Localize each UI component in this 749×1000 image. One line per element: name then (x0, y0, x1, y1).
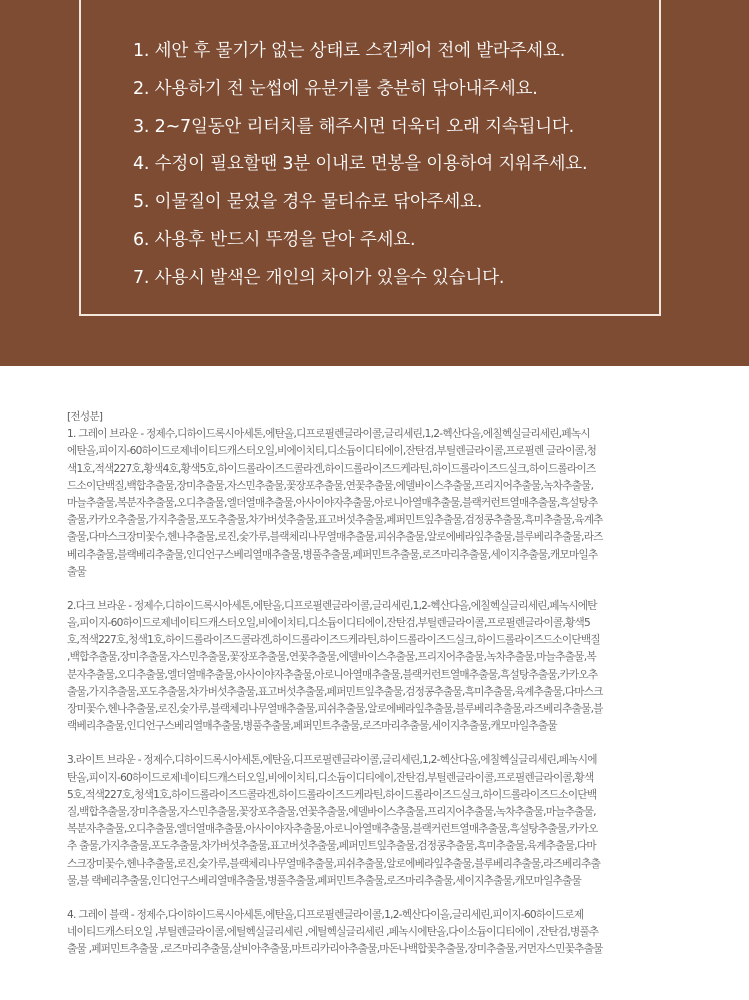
instruction-item: 4. 수정이 필요할땐 3분 이내로 면봉을 이용하여 지워주세요. (133, 154, 588, 175)
ingredients-title: [전성분] (67, 411, 103, 423)
ingredient-line: 탄올,피이지-60하이드로제네이티드캐스터오일,비에이치티,디소듐이디티에이,잔탄검,부틸렌글라이콜,프로필렌글라이콜,황색 (67, 771, 594, 784)
instructions-list (133, 33, 587, 298)
ingredient-line: 올,피이지-60하이드로제네이티드캐스터오일,비에이치티,디소듐이디티에이,잔탄검,부틸렌글라이콜,프로필렌글라이콜,황색5 (67, 617, 591, 630)
ingredient-line: 출물,가지추출물,포도추출물,차가버섯추출물,표고버섯추출물,페퍼민트잎추출물,검정콩추출물,흑미추출물,육계추출물,다마스크 (67, 685, 603, 698)
ingredients-section (67, 409, 689, 975)
ingredient-line: 출물 (67, 565, 86, 578)
instruction-item: 3. 2~7일동안 리터치를 해주시면 더욱더 오래 지속됩니다. (133, 116, 574, 137)
ingredient-line: 출물,다마스크장미꽃수,헨나추출물,로진,숯가루,블랙체리나무열매추출물,피쉬추출물,알로에베라잎추출물,블루베리추출물,라즈 (67, 531, 603, 544)
instruction-item: 5. 이물질이 묻었을 경우 물티슈로 닦아주세요. (133, 192, 483, 213)
ingredient-line: 2.다크 브라운 - 정제수,디하이드록시아세톤,에탄올,디프로필렌글라이콜,글리세린,1,2-헥산다올,에칠헥실글리세린,페녹시에탄 (67, 599, 597, 612)
ingredient-line: 질,백합추출물,장미추출물,자스민추출물,꽃장포추출물,연꽃추출물,에델바이스추출물,프리지어추출물,녹차추출물,마늘추출물, (67, 805, 596, 818)
ingredient-block-dark-brown (67, 598, 689, 736)
ingredient-line: 색1호,적색227호,황색4호,황색5호,하이드롤라이즈드콜라겐,하이드롤라이즈드케라틴,하이드롤라이즈드실크,하이드롤라이즈 (67, 462, 596, 475)
instructions-panel (0, 0, 749, 366)
ingredient-line: 드소이단백질,백합추출물,장미추출물,자스민추출물,꽃장포추출물,연꽃추출물,에델바이스추출물,프리지어추출물,녹차추출물, (67, 479, 594, 492)
ingredient-line: 3.라이트 브라운 - 정제수,디하이드록시아세톤,에탄올,디프로필렌글라이콜,글리세린,1,2-헥산다올,에칠헥실글리세린,페녹시에 (67, 754, 597, 767)
ingredient-line: 장미꽃수,헨나추출물,로진,숯가루,블랙체리나무열매추출물,피쉬추출물,알로에베라잎추출물,블루베리추출물,라즈베리추출물,블 (67, 703, 603, 715)
instruction-item: 1. 세안 후 물기가 없는 상태로 스킨케어 전에 발라주세요. (133, 41, 566, 61)
ingredient-line: 호,적색227호,청색1호,하이드롤라이즈드콜라겐,하이드롤라이즈드케라틴,하이드롤라이즈드실크,하이드롤라이즈드소이단백질 (67, 634, 600, 647)
instruction-item: 6. 사용후 반드시 뚜껑을 닫아 주세요. (133, 229, 416, 250)
ingredient-line: ,백합추출물,장미추출물,자스민추출물,꽃장포추출물,연꽃추출물,에델바이스추출물,프리지어추출물,녹차추출물,마늘추출물,복 (67, 651, 596, 664)
ingredient-block-gray-black (67, 907, 689, 959)
instruction-item: 2. 사용하기 전 눈썹에 유분기를 충분히 닦아내주세요. (133, 78, 538, 99)
ingredient-line: 물,블 랙베리추출물,인디언구스베리열매추출물,병풀추출물,페퍼민트추출물,로즈마리추출물,세이지추출물,캐모마일추출물 (67, 874, 582, 887)
ingredient-line: 마늘추출물,복분자추출물,오디추출물,엘더열매추출물,아사이야자추출물,아로니아열매추출물,블랙커런트열매추출물,흑설탕추 (67, 496, 598, 509)
ingredient-line: 네이티드캐스터오일 ,부틸렌글라이콜,에틸헥실글리세린 ,에틸헥실글리세린 ,페녹시에탄올,다이소듐이디티에이 ,잔탄검,병풀추 (67, 926, 599, 939)
ingredient-line: 5호,적색227호,청색1호,하이드롤라이즈드콜라겐,하이드롤라이즈드케라틴,하이드롤라이즈드실크,하이드롤라이즈드소이단백 (67, 788, 597, 801)
ingredient-line: 에탄올,피이지-60하이드로제네이티드캐스터오일,비에이치티,디소듐이디티에이,잔탄검,부틸렌글라이콜,프로필렌 글라이콜,청 (67, 445, 597, 458)
ingredient-line: 출물 ,페퍼민트추출물 ,로즈마리추출물,살비아추출물,마트리카리아추출물,마돈나백합꽃추출물,장미추출물,커먼자스민꽃추출물 (67, 943, 603, 956)
ingredient-line: 4. 그레이 블랙 - 정제수,다이하이드록시아세톤,에탄올,디프로필렌글라이콜,1,2-헥산다이올,글리세린,피이지-60하이드로제 (67, 908, 584, 921)
instruction-item: 7. 사용시 발색은 개인의 차이가 있을수 있습니다. (133, 267, 505, 288)
ingredient-line: 1. 그레이 브라운 - 정제수,디하이드록시아세톤,에탄올,디프로필렌글라이콜,글리세린,1,2-헥산다올,에칠헥실글리세린,페녹시 (67, 428, 590, 441)
ingredient-line: 스크장미꽃수,헨나추출물,로진,숯가루,블랙체리나무열매추출물,피쉬추출물,알로에베라잎추출물,블루베리추출물,라즈베리추출 (67, 857, 601, 870)
ingredient-line: 랙베리추출물,인디언구스베리열매추출물,병풀추출물,페퍼민트추출물,로즈마리추출물,세이지추출물,캐모마일추출물 (67, 720, 557, 733)
ingredient-line: 분자추출물,오디추출물,엘더열매추출물,아사이야자추출물,아로니아열매추출물,블랙커런트열매추출물,흑설탕추출물,카카오추 (67, 668, 598, 681)
ingredient-line: 복분자추출물,오디추출물,엘더열매추출물,아사이야자추출물,아로니아열매추출물,블랙커런트열매추출물,흑설탕추출물,카카오 (67, 823, 598, 836)
ingredient-block-light-brown (67, 752, 689, 890)
ingredient-block-gray-brown (67, 426, 689, 581)
ingredient-line: 추 출물,가지추출물,포도추출물,차가버섯추출물,표고버섯추출물,페퍼민트잎추출물,검정콩추출물,흑미추출물,육계추출물,다마 (67, 840, 596, 853)
ingredient-line: 베리추출물,블랙베리추출물,인디언구스베리열매추출물,병풀추출물,페퍼민트추출물,로즈마리추출물,세이지추출물,캐모마일추 (67, 548, 598, 561)
ingredient-line: 출물,카카오추출물,가지추출물,포도추출물,차가버섯추출물,표고버섯추출물,페퍼민트잎추출물,검정콩추출물,흑미추출물,육계추 (67, 514, 603, 527)
